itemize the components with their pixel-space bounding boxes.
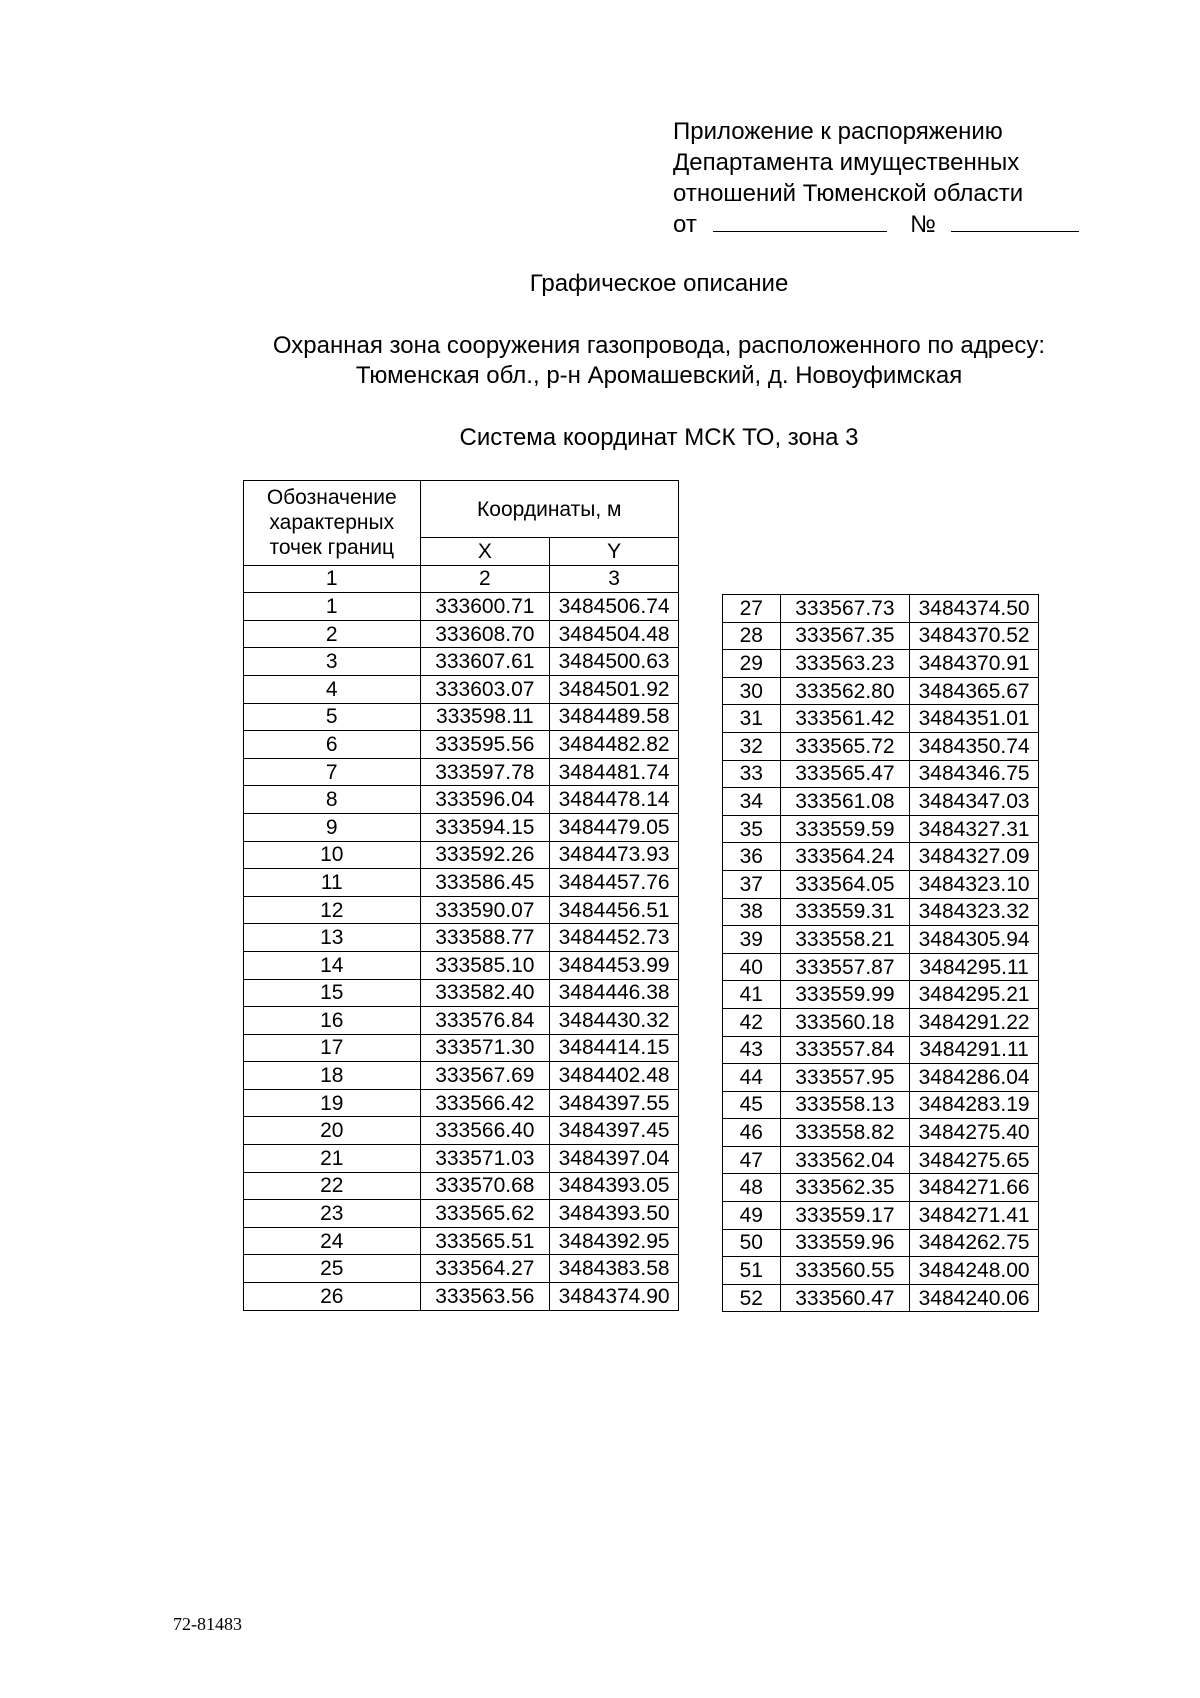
table-row <box>723 981 1039 1009</box>
table-row <box>244 675 679 703</box>
y-coordinate: 3484501.92 <box>550 675 679 703</box>
table-row <box>244 1007 679 1035</box>
header-point-designation: Обозначение характерных точек границ <box>244 481 421 566</box>
table-row <box>723 622 1039 650</box>
table-row <box>723 760 1039 788</box>
x-coordinate: 333603.07 <box>420 675 550 703</box>
x-coordinate: 333557.95 <box>780 1064 910 1092</box>
header-col-num-1: 1 <box>244 565 421 593</box>
table-row <box>244 1062 679 1090</box>
header-col-num-2: 2 <box>420 565 550 593</box>
y-coordinate: 3484473.93 <box>550 841 679 869</box>
point-number: 24 <box>244 1227 421 1255</box>
table-row <box>244 841 679 869</box>
x-coordinate: 333558.21 <box>780 926 910 954</box>
y-coordinate: 3484305.94 <box>910 926 1039 954</box>
y-coordinate: 3484327.09 <box>910 843 1039 871</box>
y-coordinate: 3484392.95 <box>550 1227 679 1255</box>
point-number: 1 <box>244 593 421 621</box>
table-row <box>723 788 1039 816</box>
point-number: 51 <box>723 1257 781 1285</box>
table-row <box>244 1145 679 1173</box>
point-number: 41 <box>723 981 781 1009</box>
table-row <box>244 786 679 814</box>
x-coordinate: 333561.42 <box>780 705 910 733</box>
x-coordinate: 333588.77 <box>420 924 550 952</box>
x-coordinate: 333582.40 <box>420 979 550 1007</box>
point-number: 4 <box>244 675 421 703</box>
y-coordinate: 3484453.99 <box>550 951 679 979</box>
x-coordinate: 333566.40 <box>420 1117 550 1145</box>
x-coordinate: 333562.80 <box>780 677 910 705</box>
x-coordinate: 333592.26 <box>420 841 550 869</box>
x-coordinate: 333565.51 <box>420 1227 550 1255</box>
x-coordinate: 333562.35 <box>780 1174 910 1202</box>
point-number: 25 <box>244 1255 421 1283</box>
header-coordinates: Координаты, м <box>420 481 678 538</box>
point-number: 3 <box>244 648 421 676</box>
y-coordinate: 3484402.48 <box>550 1062 679 1090</box>
x-coordinate: 333558.13 <box>780 1091 910 1119</box>
x-coordinate: 333560.47 <box>780 1284 910 1312</box>
y-coordinate: 3484478.14 <box>550 786 679 814</box>
y-coordinate: 3484393.05 <box>550 1172 679 1200</box>
x-coordinate: 333571.30 <box>420 1034 550 1062</box>
x-coordinate: 333570.68 <box>420 1172 550 1200</box>
y-coordinate: 3484346.75 <box>910 760 1039 788</box>
appendix-line-3: отношений Тюменской области <box>673 180 1024 207</box>
table-row <box>723 1064 1039 1092</box>
x-coordinate: 333585.10 <box>420 951 550 979</box>
document-title: Графическое описание <box>529 270 789 297</box>
x-coordinate: 333590.07 <box>420 896 550 924</box>
y-coordinate: 3484374.90 <box>550 1283 679 1311</box>
x-coordinate: 333564.27 <box>420 1255 550 1283</box>
date-blank <box>713 213 887 232</box>
x-coordinate: 333560.55 <box>780 1257 910 1285</box>
x-coordinate: 333597.78 <box>420 758 550 786</box>
x-coordinate: 333598.11 <box>420 703 550 731</box>
table-row <box>723 953 1039 981</box>
table-row <box>723 898 1039 926</box>
subject-line-2: Тюменская обл., р-н Аромашевский, д. Новоуфимская <box>355 362 963 389</box>
date-prefix: от <box>673 211 697 238</box>
x-coordinate: 333571.03 <box>420 1145 550 1173</box>
x-coordinate: 333563.23 <box>780 650 910 678</box>
x-coordinate: 333557.84 <box>780 1036 910 1064</box>
y-coordinate: 3484481.74 <box>550 758 679 786</box>
table-row <box>244 1034 679 1062</box>
table-row <box>244 813 679 841</box>
table-row <box>723 1174 1039 1202</box>
table-row <box>244 979 679 1007</box>
x-coordinate: 333563.56 <box>420 1283 550 1311</box>
coordinate-system: Система координат МСК ТО, зона 3 <box>459 424 859 451</box>
y-coordinate: 3484240.06 <box>910 1284 1039 1312</box>
point-number: 48 <box>723 1174 781 1202</box>
y-coordinate: 3484397.04 <box>550 1145 679 1173</box>
table-row <box>723 1091 1039 1119</box>
y-coordinate: 3484500.63 <box>550 648 679 676</box>
x-coordinate: 333596.04 <box>420 786 550 814</box>
point-number: 20 <box>244 1117 421 1145</box>
number-blank <box>951 213 1079 232</box>
point-number: 15 <box>244 979 421 1007</box>
header-x: X <box>420 538 550 566</box>
y-coordinate: 3484327.31 <box>910 815 1039 843</box>
x-coordinate: 333564.24 <box>780 843 910 871</box>
point-number: 35 <box>723 815 781 843</box>
point-number: 12 <box>244 896 421 924</box>
header-y: Y <box>550 538 679 566</box>
x-coordinate: 333562.04 <box>780 1146 910 1174</box>
table-row <box>723 1036 1039 1064</box>
coordinates-table-left <box>243 480 679 1311</box>
point-number: 36 <box>723 843 781 871</box>
x-coordinate: 333608.70 <box>420 620 550 648</box>
y-coordinate: 3484456.51 <box>550 896 679 924</box>
point-number: 13 <box>244 924 421 952</box>
table-row <box>244 620 679 648</box>
y-coordinate: 3484414.15 <box>550 1034 679 1062</box>
table-row <box>244 1255 679 1283</box>
y-coordinate: 3484295.11 <box>910 953 1039 981</box>
appendix-block <box>673 116 1079 240</box>
table-row <box>244 1089 679 1117</box>
point-number: 33 <box>723 760 781 788</box>
table-row <box>244 896 679 924</box>
x-coordinate: 333600.71 <box>420 593 550 621</box>
y-coordinate: 3484271.41 <box>910 1202 1039 1230</box>
point-number: 14 <box>244 951 421 979</box>
point-number: 44 <box>723 1064 781 1092</box>
y-coordinate: 3484291.22 <box>910 1008 1039 1036</box>
x-coordinate: 333607.61 <box>420 648 550 676</box>
x-coordinate: 333566.42 <box>420 1089 550 1117</box>
y-coordinate: 3484295.21 <box>910 981 1039 1009</box>
appendix-date-line <box>673 209 1079 240</box>
table-row <box>723 705 1039 733</box>
table-row <box>723 650 1039 678</box>
x-coordinate: 333561.08 <box>780 788 910 816</box>
y-coordinate: 3484397.45 <box>550 1117 679 1145</box>
y-coordinate: 3484397.55 <box>550 1089 679 1117</box>
point-number: 26 <box>244 1283 421 1311</box>
y-coordinate: 3484365.67 <box>910 677 1039 705</box>
table-row <box>723 1119 1039 1147</box>
point-number: 7 <box>244 758 421 786</box>
table-row <box>244 593 679 621</box>
point-number: 45 <box>723 1091 781 1119</box>
table-row <box>244 731 679 759</box>
point-number: 22 <box>244 1172 421 1200</box>
table-row <box>723 843 1039 871</box>
point-number: 49 <box>723 1202 781 1230</box>
table-row <box>723 1257 1039 1285</box>
table-row <box>244 1227 679 1255</box>
point-number: 29 <box>723 650 781 678</box>
x-coordinate: 333595.56 <box>420 731 550 759</box>
point-number: 32 <box>723 732 781 760</box>
point-number: 9 <box>244 813 421 841</box>
y-coordinate: 3484262.75 <box>910 1229 1039 1257</box>
point-number: 42 <box>723 1008 781 1036</box>
x-coordinate: 333564.05 <box>780 870 910 898</box>
point-number: 47 <box>723 1146 781 1174</box>
point-number: 27 <box>723 595 781 623</box>
table-row <box>723 815 1039 843</box>
y-coordinate: 3484275.40 <box>910 1119 1039 1147</box>
x-coordinate: 333559.99 <box>780 981 910 1009</box>
subject-line-1: Охранная зона сооружения газопровода, расположенного по адресу: <box>272 332 1046 359</box>
y-coordinate: 3484350.74 <box>910 732 1039 760</box>
table-row <box>723 1229 1039 1257</box>
table-row <box>723 732 1039 760</box>
table-row <box>723 1202 1039 1230</box>
footer-code: 72-81483 <box>173 1614 242 1634</box>
point-number: 34 <box>723 788 781 816</box>
x-coordinate: 333567.35 <box>780 622 910 650</box>
y-coordinate: 3484479.05 <box>550 813 679 841</box>
point-number: 6 <box>244 731 421 759</box>
table-row <box>723 595 1039 623</box>
header-col-num-3: 3 <box>550 565 679 593</box>
y-coordinate: 3484383.58 <box>550 1255 679 1283</box>
table-row <box>723 677 1039 705</box>
y-coordinate: 3484370.91 <box>910 650 1039 678</box>
y-coordinate: 3484393.50 <box>550 1200 679 1228</box>
y-coordinate: 3484323.10 <box>910 870 1039 898</box>
point-number: 37 <box>723 870 781 898</box>
y-coordinate: 3484248.00 <box>910 1257 1039 1285</box>
x-coordinate: 333557.87 <box>780 953 910 981</box>
table-row <box>723 1008 1039 1036</box>
point-number: 10 <box>244 841 421 869</box>
x-coordinate: 333565.72 <box>780 732 910 760</box>
y-coordinate: 3484489.58 <box>550 703 679 731</box>
y-coordinate: 3484271.66 <box>910 1174 1039 1202</box>
y-coordinate: 3484286.04 <box>910 1064 1039 1092</box>
x-coordinate: 333586.45 <box>420 869 550 897</box>
x-coordinate: 333559.96 <box>780 1229 910 1257</box>
table-row <box>244 951 679 979</box>
point-number: 19 <box>244 1089 421 1117</box>
point-number: 18 <box>244 1062 421 1090</box>
table-row <box>244 1117 679 1145</box>
x-coordinate: 333559.59 <box>780 815 910 843</box>
appendix-line-1: Приложение к распоряжению <box>673 118 1003 145</box>
point-number: 17 <box>244 1034 421 1062</box>
point-number: 21 <box>244 1145 421 1173</box>
y-coordinate: 3484446.38 <box>550 979 679 1007</box>
point-number: 2 <box>244 620 421 648</box>
table-row <box>244 703 679 731</box>
x-coordinate: 333567.69 <box>420 1062 550 1090</box>
point-number: 50 <box>723 1229 781 1257</box>
table-row <box>723 1146 1039 1174</box>
y-coordinate: 3484347.03 <box>910 788 1039 816</box>
appendix-line-2: Департамента имущественных <box>673 149 1020 176</box>
y-coordinate: 3484482.82 <box>550 731 679 759</box>
point-number: 39 <box>723 926 781 954</box>
table-row <box>244 924 679 952</box>
y-coordinate: 3484283.19 <box>910 1091 1039 1119</box>
number-sign: № <box>910 211 936 238</box>
y-coordinate: 3484275.65 <box>910 1146 1039 1174</box>
y-coordinate: 3484351.01 <box>910 705 1039 733</box>
table-row <box>244 1283 679 1311</box>
point-number: 43 <box>723 1036 781 1064</box>
table-row <box>723 1284 1039 1312</box>
point-number: 38 <box>723 898 781 926</box>
point-number: 40 <box>723 953 781 981</box>
table-row <box>244 1200 679 1228</box>
table-row <box>723 926 1039 954</box>
x-coordinate: 333559.31 <box>780 898 910 926</box>
point-number: 5 <box>244 703 421 731</box>
point-number: 52 <box>723 1284 781 1312</box>
x-coordinate: 333567.73 <box>780 595 910 623</box>
point-number: 8 <box>244 786 421 814</box>
table-row <box>244 648 679 676</box>
y-coordinate: 3484291.11 <box>910 1036 1039 1064</box>
x-coordinate: 333558.82 <box>780 1119 910 1147</box>
y-coordinate: 3484506.74 <box>550 593 679 621</box>
point-number: 16 <box>244 1007 421 1035</box>
point-number: 28 <box>723 622 781 650</box>
y-coordinate: 3484452.73 <box>550 924 679 952</box>
table-row <box>244 1172 679 1200</box>
y-coordinate: 3484323.32 <box>910 898 1039 926</box>
x-coordinate: 333576.84 <box>420 1007 550 1035</box>
point-number: 11 <box>244 869 421 897</box>
coordinates-table-right <box>722 594 1039 1312</box>
x-coordinate: 333559.17 <box>780 1202 910 1230</box>
table-row <box>244 869 679 897</box>
y-coordinate: 3484430.32 <box>550 1007 679 1035</box>
x-coordinate: 333594.15 <box>420 813 550 841</box>
x-coordinate: 333565.62 <box>420 1200 550 1228</box>
y-coordinate: 3484457.76 <box>550 869 679 897</box>
x-coordinate: 333560.18 <box>780 1008 910 1036</box>
point-number: 31 <box>723 705 781 733</box>
point-number: 46 <box>723 1119 781 1147</box>
y-coordinate: 3484374.50 <box>910 595 1039 623</box>
y-coordinate: 3484370.52 <box>910 622 1039 650</box>
y-coordinate: 3484504.48 <box>550 620 679 648</box>
table-row <box>244 758 679 786</box>
point-number: 30 <box>723 677 781 705</box>
point-number: 23 <box>244 1200 421 1228</box>
table-row <box>723 870 1039 898</box>
x-coordinate: 333565.47 <box>780 760 910 788</box>
